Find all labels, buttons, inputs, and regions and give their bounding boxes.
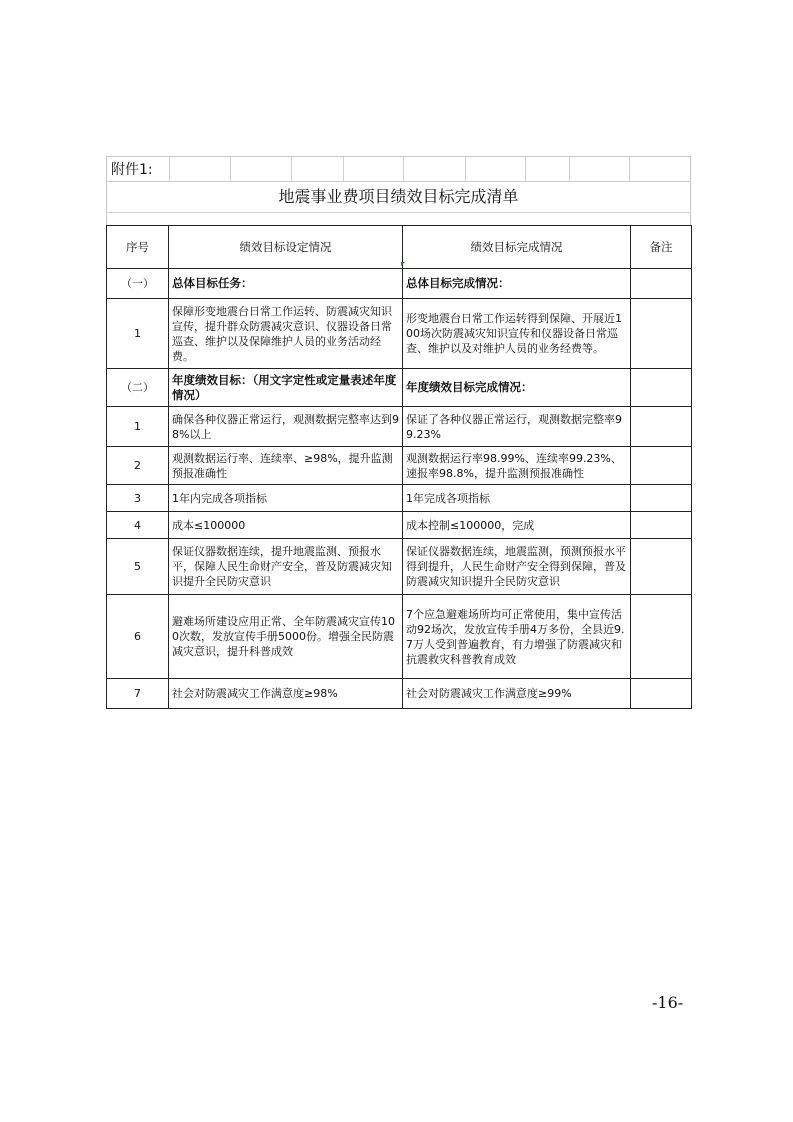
grid-line: [403, 157, 404, 181]
document-sheet: [106, 156, 691, 709]
row-target: 观测数据运行率、连续率、≥98%，提升监测预报准确性: [169, 447, 403, 485]
row-seq: 6: [107, 595, 169, 679]
header-completion: 绩效目标完成情况: [403, 226, 631, 269]
header-remark: 备注: [631, 226, 692, 269]
row-target: 确保各种仪器正常运行，观测数据完整率达到98%以上: [169, 407, 403, 447]
row-remark: [631, 447, 692, 485]
row-remark: [631, 407, 692, 447]
table-row: [107, 447, 692, 485]
row-target: 保证仪器数据连续，提升地震监测、预报水平，保障人民生命财产安全，普及防震减灾知识提升全民防灾意识: [169, 539, 403, 595]
header-seq: 序号: [107, 226, 169, 269]
row-remark: [631, 539, 692, 595]
row-remark: [631, 485, 692, 512]
spacer-row: [106, 212, 691, 225]
row-target: 总体目标任务：: [169, 269, 403, 299]
table-row: [107, 595, 692, 679]
page-number: -16-: [652, 993, 684, 1012]
row-remark: [631, 679, 692, 709]
performance-table: [106, 225, 692, 709]
row-seq: 4: [107, 512, 169, 539]
row-target: 年度绩效目标：（用文字定性或定量表述年度情况）: [169, 369, 403, 407]
cell-comment-marker: [401, 262, 405, 266]
row-target: 1年内完成各项指标: [169, 485, 403, 512]
row-seq: 1: [107, 299, 169, 369]
row-seq: （一）: [107, 269, 169, 299]
row-target: 保障形变地震台日常工作运转、防震减灾知识宣传，提升群众防震减灾意识、仪器设备日常巡查、维护以及保障维护人员的业务活动经费。: [169, 299, 403, 369]
row-completion: 年度绩效目标完成情况：: [403, 369, 631, 407]
row-completion: 保证了各种仪器正常运行，观测数据完整率99.23%: [403, 407, 631, 447]
table-header-row: [107, 226, 692, 269]
row-completion: 社会对防震减灾工作满意度≥99%: [403, 679, 631, 709]
row-target: 成本≤100000: [169, 512, 403, 539]
grid-line: [465, 157, 466, 181]
grid-line: [169, 157, 170, 181]
table-row: [107, 407, 692, 447]
grid-line: [230, 157, 231, 181]
grid-line: [525, 157, 526, 181]
row-seq: 5: [107, 539, 169, 595]
row-completion: 成本控制≤100000，完成: [403, 512, 631, 539]
row-completion: 保证仪器数据连续，地震监测，预测预报水平得到提升，人民生命财产安全得到保障，普及防震减灾知识提升全民防灾意识: [403, 539, 631, 595]
row-completion: 观测数据运行率98.99%、连续率99.23%、速报率98.8%，提升监测预报准确性: [403, 447, 631, 485]
row-remark: [631, 512, 692, 539]
row-seq: 3: [107, 485, 169, 512]
row-remark: [631, 299, 692, 369]
document-title: 地震事业费项目绩效目标完成清单: [106, 181, 691, 212]
row-completion: 形变地震台日常工作运转得到保障、开展近100场次防震减灾知识宣传和仪器设备日常巡查、维护以及对维护人员的业务经费等。: [403, 299, 631, 369]
table-row: [107, 539, 692, 595]
attachment-label: 附件1:: [111, 159, 157, 179]
row-remark: [631, 595, 692, 679]
row-target: 避难场所建设应用正常、全年防震减灾宣传100次数，发放宣传手册5000份。增强全民防震减灾意识，提升科普成效: [169, 595, 403, 679]
row-remark: [631, 369, 692, 407]
row-seq: 2: [107, 447, 169, 485]
grid-line: [569, 157, 570, 181]
grid-line: [629, 157, 630, 181]
header-target: 绩效目标设定情况: [169, 226, 403, 269]
table-row: [107, 679, 692, 709]
row-remark: [631, 269, 692, 299]
table-row: [107, 485, 692, 512]
row-target: 社会对防震减灾工作满意度≥98%: [169, 679, 403, 709]
row-seq: 1: [107, 407, 169, 447]
table-row: [107, 269, 692, 299]
grid-line: [343, 157, 344, 181]
row-completion: 总体目标完成情况：: [403, 269, 631, 299]
table-row: [107, 369, 692, 407]
grid-line: [291, 157, 292, 181]
row-completion: 7个应急避难场所均可正常使用，集中宣传活动92场次，发放宣传手册4万多份，全县近9.7万人受到普遍教育，有力增强了防震减灾和抗震救灾科普教育成效: [403, 595, 631, 679]
attachment-row: [106, 156, 691, 181]
table-row: [107, 512, 692, 539]
table-row: [107, 299, 692, 369]
row-completion: 1年完成各项指标: [403, 485, 631, 512]
row-seq: 7: [107, 679, 169, 709]
row-seq: （二）: [107, 369, 169, 407]
